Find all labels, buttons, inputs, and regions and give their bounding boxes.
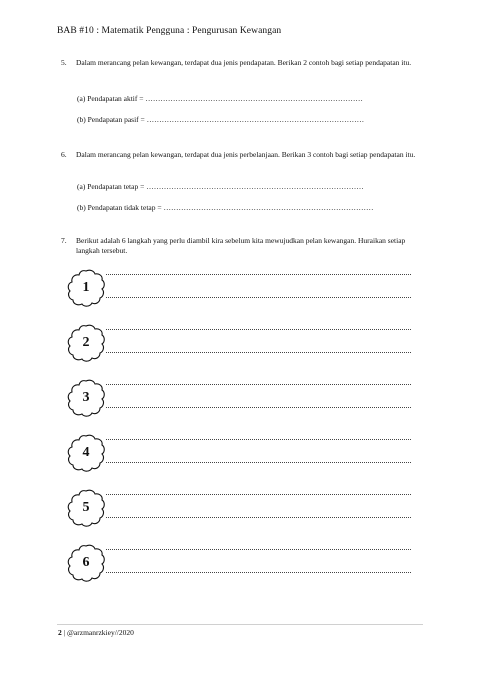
cloud-icon (66, 268, 106, 308)
cloud-icon (66, 378, 106, 418)
footer-credit: | @arzmanrzkiey//2020 (61, 628, 134, 637)
question-6 (61, 150, 421, 160)
step-1 (66, 268, 426, 308)
answer-line[interactable] (106, 494, 411, 495)
answer-line[interactable] (106, 439, 411, 440)
step-number: 5 (82, 500, 90, 515)
chapter-header: BAB #10 : Matematik Pengguna : Pengurusan Kewangan (57, 26, 282, 36)
question-text: Dalam merancang pelan kewangan, terdapat dua jenis perbelanjaan. Berikan 3 contoh bagi setiap pendapatan itu. (76, 150, 416, 159)
answer-line[interactable] (106, 329, 411, 330)
question-number: 7. (61, 236, 67, 245)
cloud-icon (66, 488, 106, 528)
footer-divider (57, 624, 423, 625)
step-2 (66, 323, 426, 363)
step-3 (66, 378, 426, 418)
question-text: Berikut adalah 6 langkah yang perlu diambil kira sebelum kita mewujudkan pelan kewangan. Huraikan setiap langkah tersebut. (76, 236, 406, 255)
cloud-icon (66, 543, 106, 583)
question-number: 6. (61, 150, 67, 159)
q5-part-b: (b) Pendapatan pasif = …………………………………………………………………………… (77, 115, 365, 124)
step-number: 6 (82, 555, 90, 570)
step-number: 4 (82, 445, 90, 460)
step-number: 2 (82, 335, 90, 350)
question-number: 5. (61, 58, 67, 67)
step-5 (66, 488, 426, 528)
q6-part-a: (a) Pendapatan tetap = …………………………………………………………………………… (77, 182, 364, 191)
step-6 (66, 543, 426, 583)
answer-line[interactable] (106, 549, 411, 550)
step-number: 3 (82, 390, 90, 405)
answer-line[interactable] (106, 297, 411, 298)
question-5 (61, 58, 421, 68)
cloud-icon (66, 433, 106, 473)
answer-line[interactable] (106, 462, 411, 463)
answer-line[interactable] (106, 407, 411, 408)
q6-part-b: (b) Pendapatan tidak tetap = ………………………………………………………………………… (77, 203, 374, 212)
cloud-icon (66, 323, 106, 363)
answer-line[interactable] (106, 384, 411, 385)
answer-line[interactable] (106, 517, 411, 518)
q5-part-a: (a) Pendapatan aktif = …………………………………………………………………………… (77, 94, 363, 103)
answer-line[interactable] (106, 352, 411, 353)
answer-line[interactable] (106, 274, 411, 275)
step-number: 1 (82, 280, 90, 295)
step-4 (66, 433, 426, 473)
page-footer (58, 628, 134, 637)
page-number: 2 (58, 628, 62, 637)
question-text: Dalam merancang pelan kewangan, terdapat dua jenis pendapatan. Berikan 2 contoh bagi setiap pendapatan itu. (76, 58, 412, 67)
question-7 (61, 236, 421, 256)
answer-line[interactable] (106, 572, 411, 573)
